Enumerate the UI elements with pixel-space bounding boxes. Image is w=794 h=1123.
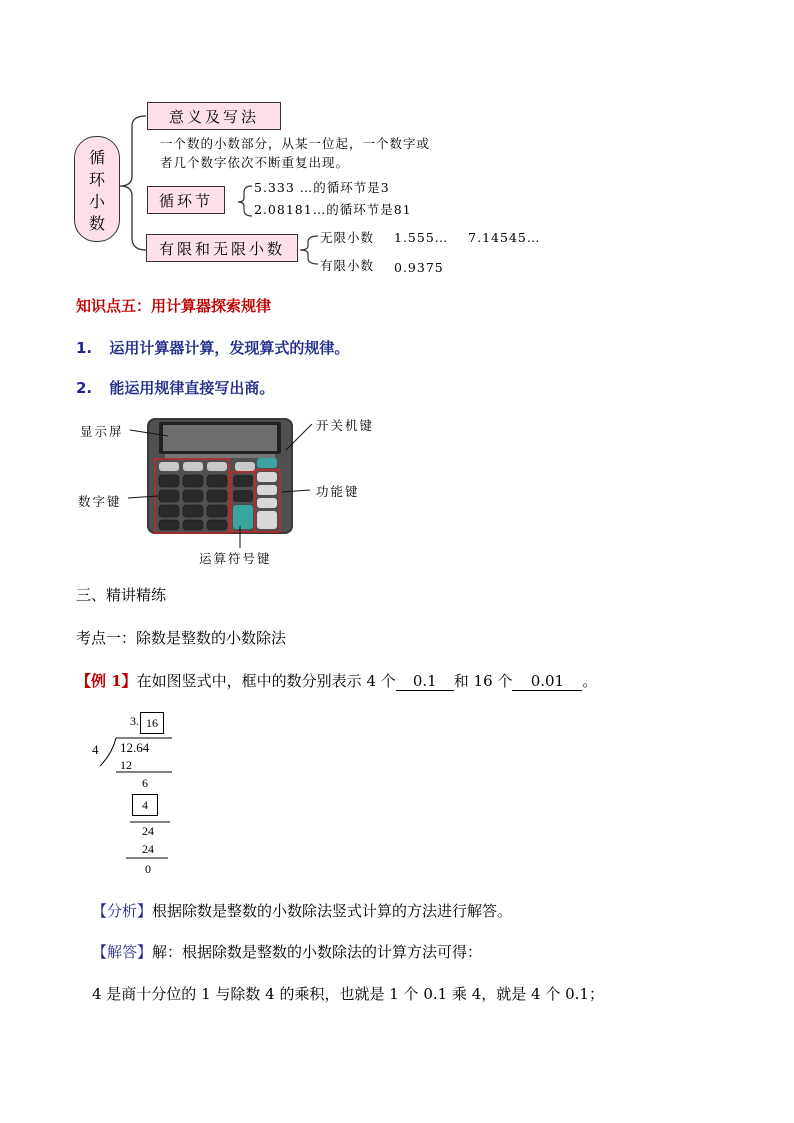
step-4: 24	[142, 824, 154, 838]
branch-finite-label: 有限和无限小数	[158, 239, 285, 258]
answer-tag: 【解答】	[92, 943, 153, 961]
repetend-example-2: 2.08181…的循环节是81	[254, 202, 412, 217]
label-function: 功能键	[316, 484, 360, 499]
item-number: 2.	[76, 379, 93, 397]
item-number: 1.	[76, 339, 93, 357]
remainder: 0	[145, 862, 151, 876]
dividend: 12.64	[120, 740, 150, 755]
analysis-tag: 【分析】	[92, 902, 153, 920]
root-char: 环	[88, 170, 105, 189]
analysis-line	[92, 900, 512, 921]
branch-repetend-box	[147, 186, 225, 214]
example1-text-a: 在如图竖式中，框中的数分别表示 4 个	[136, 672, 396, 690]
infinite-label: 无限小数	[320, 230, 375, 245]
branch-repetend-label: 循环节	[158, 191, 213, 210]
root-char: 小	[88, 192, 105, 211]
section5-title: 知识点五：用计算器探索规律	[76, 297, 272, 315]
answer-blank-2: 0.01	[512, 672, 582, 691]
example1-text-b: 和 16 个	[453, 672, 513, 690]
finite-label: 有限小数	[320, 258, 375, 273]
branch-meaning-desc-1: 一个数的小数部分，从某一位起，一个数字或	[160, 136, 431, 151]
section3-title: 三、精讲精练	[76, 586, 167, 604]
section5-item-1	[76, 337, 349, 358]
step-3-box: 4	[132, 794, 158, 816]
item-text: 能运用规律直接写出商。	[109, 379, 275, 397]
branch-meaning-desc-2: 者几个数字依次不断重复出现。	[160, 155, 350, 170]
kaodian-title: 考点一：除数是整数的小数除法	[76, 629, 287, 647]
example1-tag: 【例 1】	[76, 672, 137, 690]
example1-text-c: 。	[582, 672, 598, 690]
infinite-examples: 1.555… 7.14545…	[394, 230, 541, 245]
divisor: 4	[92, 742, 99, 757]
label-power: 开关机键	[316, 418, 375, 433]
repetend-example-1: 5.333 …的循环节是3	[254, 180, 390, 195]
section5-item-2	[76, 377, 274, 398]
analysis-text: 根据除数是整数的小数除法竖式计算的方法进行解答。	[152, 902, 513, 920]
example1-line	[76, 670, 597, 691]
step-2: 6	[142, 776, 148, 790]
answer-text: 解：根据除数是整数的小数除法的计算方法可得：	[152, 943, 483, 961]
branch-meaning-label: 意义及写法	[168, 107, 259, 126]
label-digits: 数字键	[78, 494, 122, 509]
root-char: 循	[88, 148, 105, 167]
quotient-box: 16	[140, 712, 164, 734]
quotient-prefix: 3.	[130, 714, 139, 728]
item-text: 运用计算器计算，发现算式的规律。	[109, 339, 350, 357]
step-1: 12	[120, 758, 132, 772]
branch-meaning-box	[147, 102, 281, 130]
root-char: 数	[88, 214, 105, 233]
branch-finite-box	[146, 234, 298, 262]
answer-line	[92, 941, 482, 962]
step-5: 24	[142, 842, 154, 856]
explanation-line: 4 是商十分位的 1 与除数 4 的乘积，也就是 1 个 0.1 乘 4，就是 4 个 0.1；	[92, 985, 604, 1003]
finite-example: 0.9375	[394, 260, 444, 275]
answer-blank-1: 0.1	[396, 672, 454, 691]
label-screen: 显示屏	[80, 424, 124, 439]
label-operators: 运算符号键	[199, 551, 272, 566]
